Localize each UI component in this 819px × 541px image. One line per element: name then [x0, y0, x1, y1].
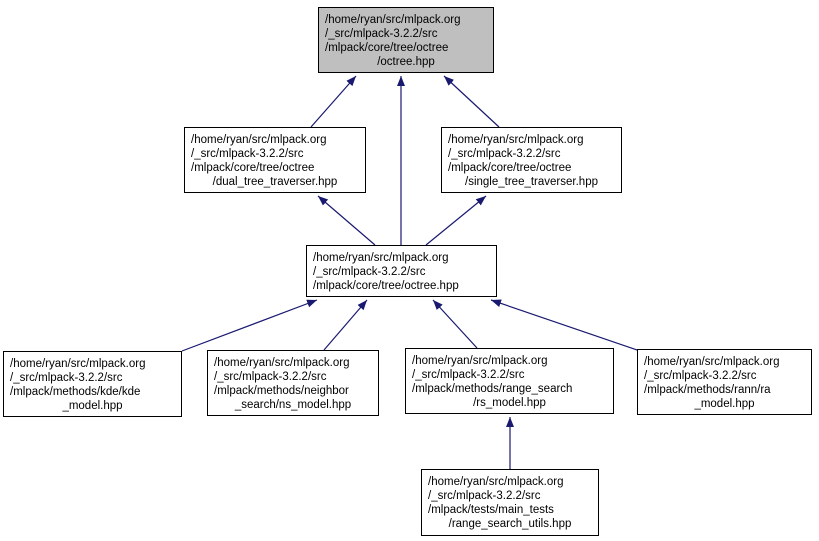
node-path-line: /rs_model.hpp [473, 396, 546, 409]
node-range-search-utils-hpp[interactable] [421, 469, 599, 536]
edge-ra-model-to-octree-include [491, 300, 637, 350]
node-path-line: /home/ryan/src/mlpack.org [448, 133, 584, 146]
node-path-line: /mlpack/methods/neighbor [214, 384, 349, 397]
node-path-line: /range_search_utils.hpp [448, 518, 572, 530]
node-path-line: /home/ryan/src/mlpack.org [428, 476, 564, 488]
edge-ns-model-to-octree-include [324, 300, 367, 350]
node-path-line: _model.hpp [62, 399, 123, 412]
node-path-line: /_src/mlpack-3.2.2/src [214, 370, 327, 383]
node-path-line: /_src/mlpack-3.2.2/src [412, 368, 525, 381]
node-path-line: /home/ryan/src/mlpack.org [644, 355, 780, 368]
node-path-line: _model.hpp [694, 397, 755, 410]
node-dual-tree-traverser-hpp[interactable] [184, 127, 366, 193]
node-path-line: /dual_tree_traverser.hpp [212, 175, 338, 188]
node-path-line: /_src/mlpack-3.2.2/src [428, 490, 541, 502]
node-single-tree-traverser-hpp[interactable] [441, 127, 622, 193]
edge-octree-include-to-dual-tree-traverser [318, 196, 375, 245]
node-path-line: /octree.hpp [377, 55, 435, 68]
node-path-line: /home/ryan/src/mlpack.org [191, 133, 327, 146]
node-path-line: /mlpack/core/tree/octree [191, 161, 315, 174]
node-path-line: /_src/mlpack-3.2.2/src [10, 371, 123, 384]
node-ra-model-hpp[interactable] [637, 349, 812, 415]
node-path-line: /_src/mlpack-3.2.2/src [448, 147, 561, 160]
node-path-line: /single_tree_traverser.hpp [465, 175, 598, 188]
node-path-line: /_src/mlpack-3.2.2/src [325, 27, 438, 40]
node-path-line: /mlpack/methods/rann/ra [644, 383, 771, 396]
node-path-line: /home/ryan/src/mlpack.org [412, 354, 548, 367]
node-path-line: _search/ns_model.hpp [234, 398, 352, 411]
edge-single-tree-traverser-to-octree-main [444, 76, 499, 127]
node-octree-hpp[interactable] [306, 245, 497, 297]
node-kde-model-hpp[interactable] [3, 351, 182, 417]
node-path-line: /mlpack/core/tree/octree [448, 161, 572, 174]
edge-octree-include-to-single-tree-traverser [426, 196, 486, 245]
node-path-line: /home/ryan/src/mlpack.org [313, 251, 449, 264]
node-rs-model-hpp[interactable] [405, 348, 614, 414]
node-path-line: /_src/mlpack-3.2.2/src [644, 369, 757, 382]
node-path-line: /home/ryan/src/mlpack.org [325, 13, 461, 26]
edge-kde-model-to-octree-include [182, 300, 317, 351]
node-path-line: /_src/mlpack-3.2.2/src [191, 147, 304, 160]
edge-rs-model-to-octree-include [433, 300, 477, 348]
node-path-line: /mlpack/methods/kde/kde [10, 385, 141, 398]
node-ns-model-hpp[interactable] [207, 350, 379, 416]
node-path-line: /_src/mlpack-3.2.2/src [313, 265, 426, 278]
node-path-line: /home/ryan/src/mlpack.org [10, 357, 146, 370]
node-octree-octree-hpp [318, 7, 494, 73]
node-path-line: /home/ryan/src/mlpack.org [214, 356, 350, 369]
edge-dual-tree-traverser-to-octree-main [311, 76, 356, 127]
node-path-line: /mlpack/tests/main_tests [428, 504, 554, 516]
node-path-line: /mlpack/core/tree/octree [325, 41, 449, 54]
node-path-line: /mlpack/core/tree/octree.hpp [313, 279, 459, 292]
node-path-line: /mlpack/methods/range_search [412, 382, 573, 395]
